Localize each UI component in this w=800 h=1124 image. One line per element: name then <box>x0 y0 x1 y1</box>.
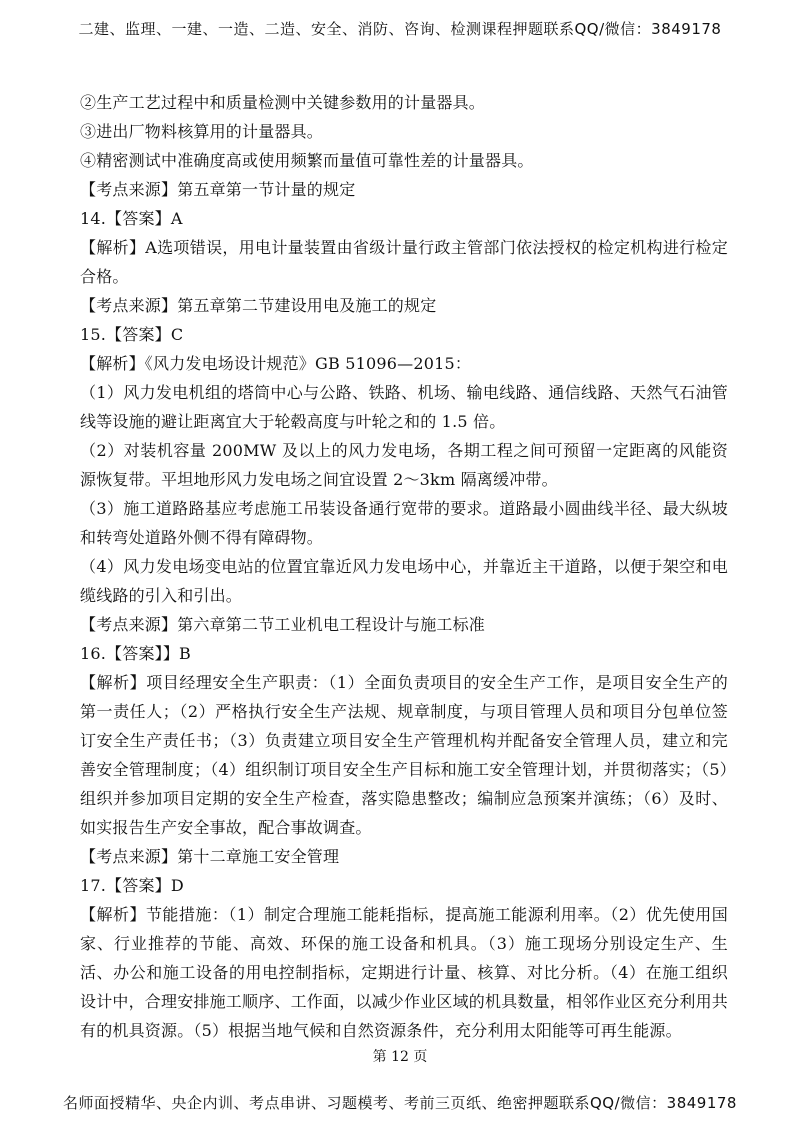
source-note: 【考点来源】第六章第二节工业机电工程设计与施工标准 <box>80 615 486 634</box>
list-item: （3）施工道路路基应考虑施工吊装设备通行宽带的要求。道路最小圆曲线半径、最大纵坡和转弯处道路外侧不得有障碍物。 <box>80 499 728 547</box>
source-note: 【考点来源】第五章第二节建设用电及施工的规定 <box>80 296 437 315</box>
analysis-paragraph: 【解析】节能措施：（1）制定合理施工能耗指标，提高施工能源利用率。（2）优先使用国家、行业推荐的节能、高效、环保的施工设备和机具。（3）施工现场分别设定生产、生活、办公和施工设备的用电控制指标，定期进行计量、核算、对比分析。（4）在施工组织设计中，合理安排施工顺序、工作面，以减少作业区域的机具数量，相邻作业区充分利用共有的机具资源。（5）根据当地气候和自然资源条件，充分利用太阳能等可再生能源。 <box>80 905 729 1040</box>
source-note: 【考点来源】第五章第一节计量的规定 <box>80 180 356 199</box>
list-item: ④精密测试中准确度高或使用频繁而量值可靠性差的计量器具。 <box>80 151 534 170</box>
answer-heading: 17.【答案】D <box>80 876 184 895</box>
analysis-paragraph: 【解析】《风力发电场设计规范》GB 51096—2015： <box>80 354 472 373</box>
answer-heading: 14.【答案】A <box>80 209 183 228</box>
list-item: （1）风力发电机组的塔筒中心与公路、铁路、机场、输电线路、通信线路、天然气石油管线等设施的避让距离宜大于轮毂高度与叶轮之和的 1.5 倍。 <box>80 383 728 431</box>
list-item: ③进出厂物料核算用的计量器具。 <box>80 122 324 141</box>
list-item: （2）对装机容量 200MW 及以上的风力发电场，各期工程之间可预留一定距离的风能资源恢复带。平坦地形风力发电场之间宜设置 2～3km 隔离缓冲带。 <box>80 441 728 489</box>
page-header: 二建、监理、一建、一造、二造、安全、消防、咨询、检测课程押题联系QQ/微信：3849178 <box>78 20 722 38</box>
page-footer: 名师面授精华、央企内训、考点串讲、习题模考、考前三页纸、绝密押题联系QQ/微信：3849178 <box>63 1094 737 1112</box>
answer-heading: 16.【答案】】B <box>80 644 192 663</box>
source-note: 【考点来源】第十二章施工安全管理 <box>80 847 340 866</box>
list-item: ②生产工艺过程中和质量检测中关键参数用的计量器具。 <box>80 93 486 112</box>
document-body <box>80 88 728 1045</box>
analysis-paragraph: 【解析】A选项错误，用电计量装置由省级计量行政主管部门依法授权的检定机构进行检定合格。 <box>80 238 728 286</box>
analysis-paragraph: 【解析】项目经理安全生产职责：（1）全面负责项目的安全生产工作，是项目安全生产的第一责任人；（2）严格执行安全生产法规、规章制度，与项目管理人员和项目分包单位签订安全生产责任书；（3）负责建立项目安全生产管理机构并配备安全管理人员，建立和完善安全管理制度；（4）组织制订项目安全生产目标和施工安全管理计划，并贯彻落实；（5）组织并参加项目定期的安全生产检查，落实隐患整改；编制应急预案并演练；（6）及时、如实报告生产安全事故，配合事故调查。 <box>80 673 728 837</box>
list-item: （4）风力发电场变电站的位置宜靠近风力发电场中心，并靠近主干道路，以便于架空和电缆线路的引入和引出。 <box>80 557 728 605</box>
page-number: 第 12 页 <box>372 1049 428 1065</box>
answer-heading: 15.【答案】C <box>80 325 184 344</box>
